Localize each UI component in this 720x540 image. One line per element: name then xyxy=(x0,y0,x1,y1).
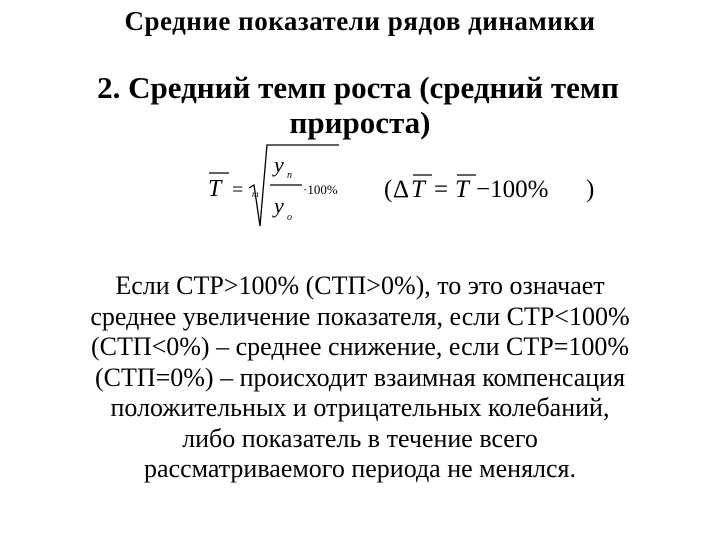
equals-sign: = xyxy=(232,179,244,201)
explanation-line: либо показатель в течение всего xyxy=(182,423,538,453)
explanation-line: Если СТР>100% (СТП>0%), то это означает xyxy=(115,271,605,300)
t-bar-2-symbol: T xyxy=(455,176,469,203)
denominator-y: y xyxy=(274,193,284,218)
section-heading xyxy=(0,70,720,140)
delta-t-symbol: T xyxy=(411,176,425,203)
explanation-line: (СТП=0%) – происходит взаимная компенсация xyxy=(94,362,626,392)
times-100-percent: ·100% xyxy=(303,182,338,197)
explanation-line: рассматриваемого периода не менялся. xyxy=(143,454,577,483)
denominator-subscript: o xyxy=(287,212,292,223)
explanation-line: (СТП<0%) – среднее снижение, если СТР=100% xyxy=(90,332,630,361)
minus-100-percent: −100% xyxy=(476,176,549,203)
delta-symbol: Δ xyxy=(393,176,410,203)
explanation-line: среднее увеличение показателя, если СТР<100% xyxy=(90,301,630,331)
root-index: m xyxy=(252,189,259,199)
slide-title: Средние показатели рядов динамики xyxy=(124,6,596,36)
section-heading-line-2: прироста) xyxy=(289,105,431,140)
growth-rate-formula xyxy=(205,138,605,238)
explanation-line: положительных и отрицательных колебаний, xyxy=(110,393,610,422)
numerator-y: y xyxy=(274,152,284,177)
t-bar-symbol: T xyxy=(208,176,222,202)
numerator-subscript: n xyxy=(287,170,292,181)
section-heading-line-1: 2. Средний темп роста (средний темп xyxy=(97,70,619,105)
equals-sign-2: = xyxy=(434,176,449,203)
close-paren: ) xyxy=(586,176,595,203)
explanation-text xyxy=(0,271,720,485)
open-paren: ( xyxy=(384,176,393,203)
